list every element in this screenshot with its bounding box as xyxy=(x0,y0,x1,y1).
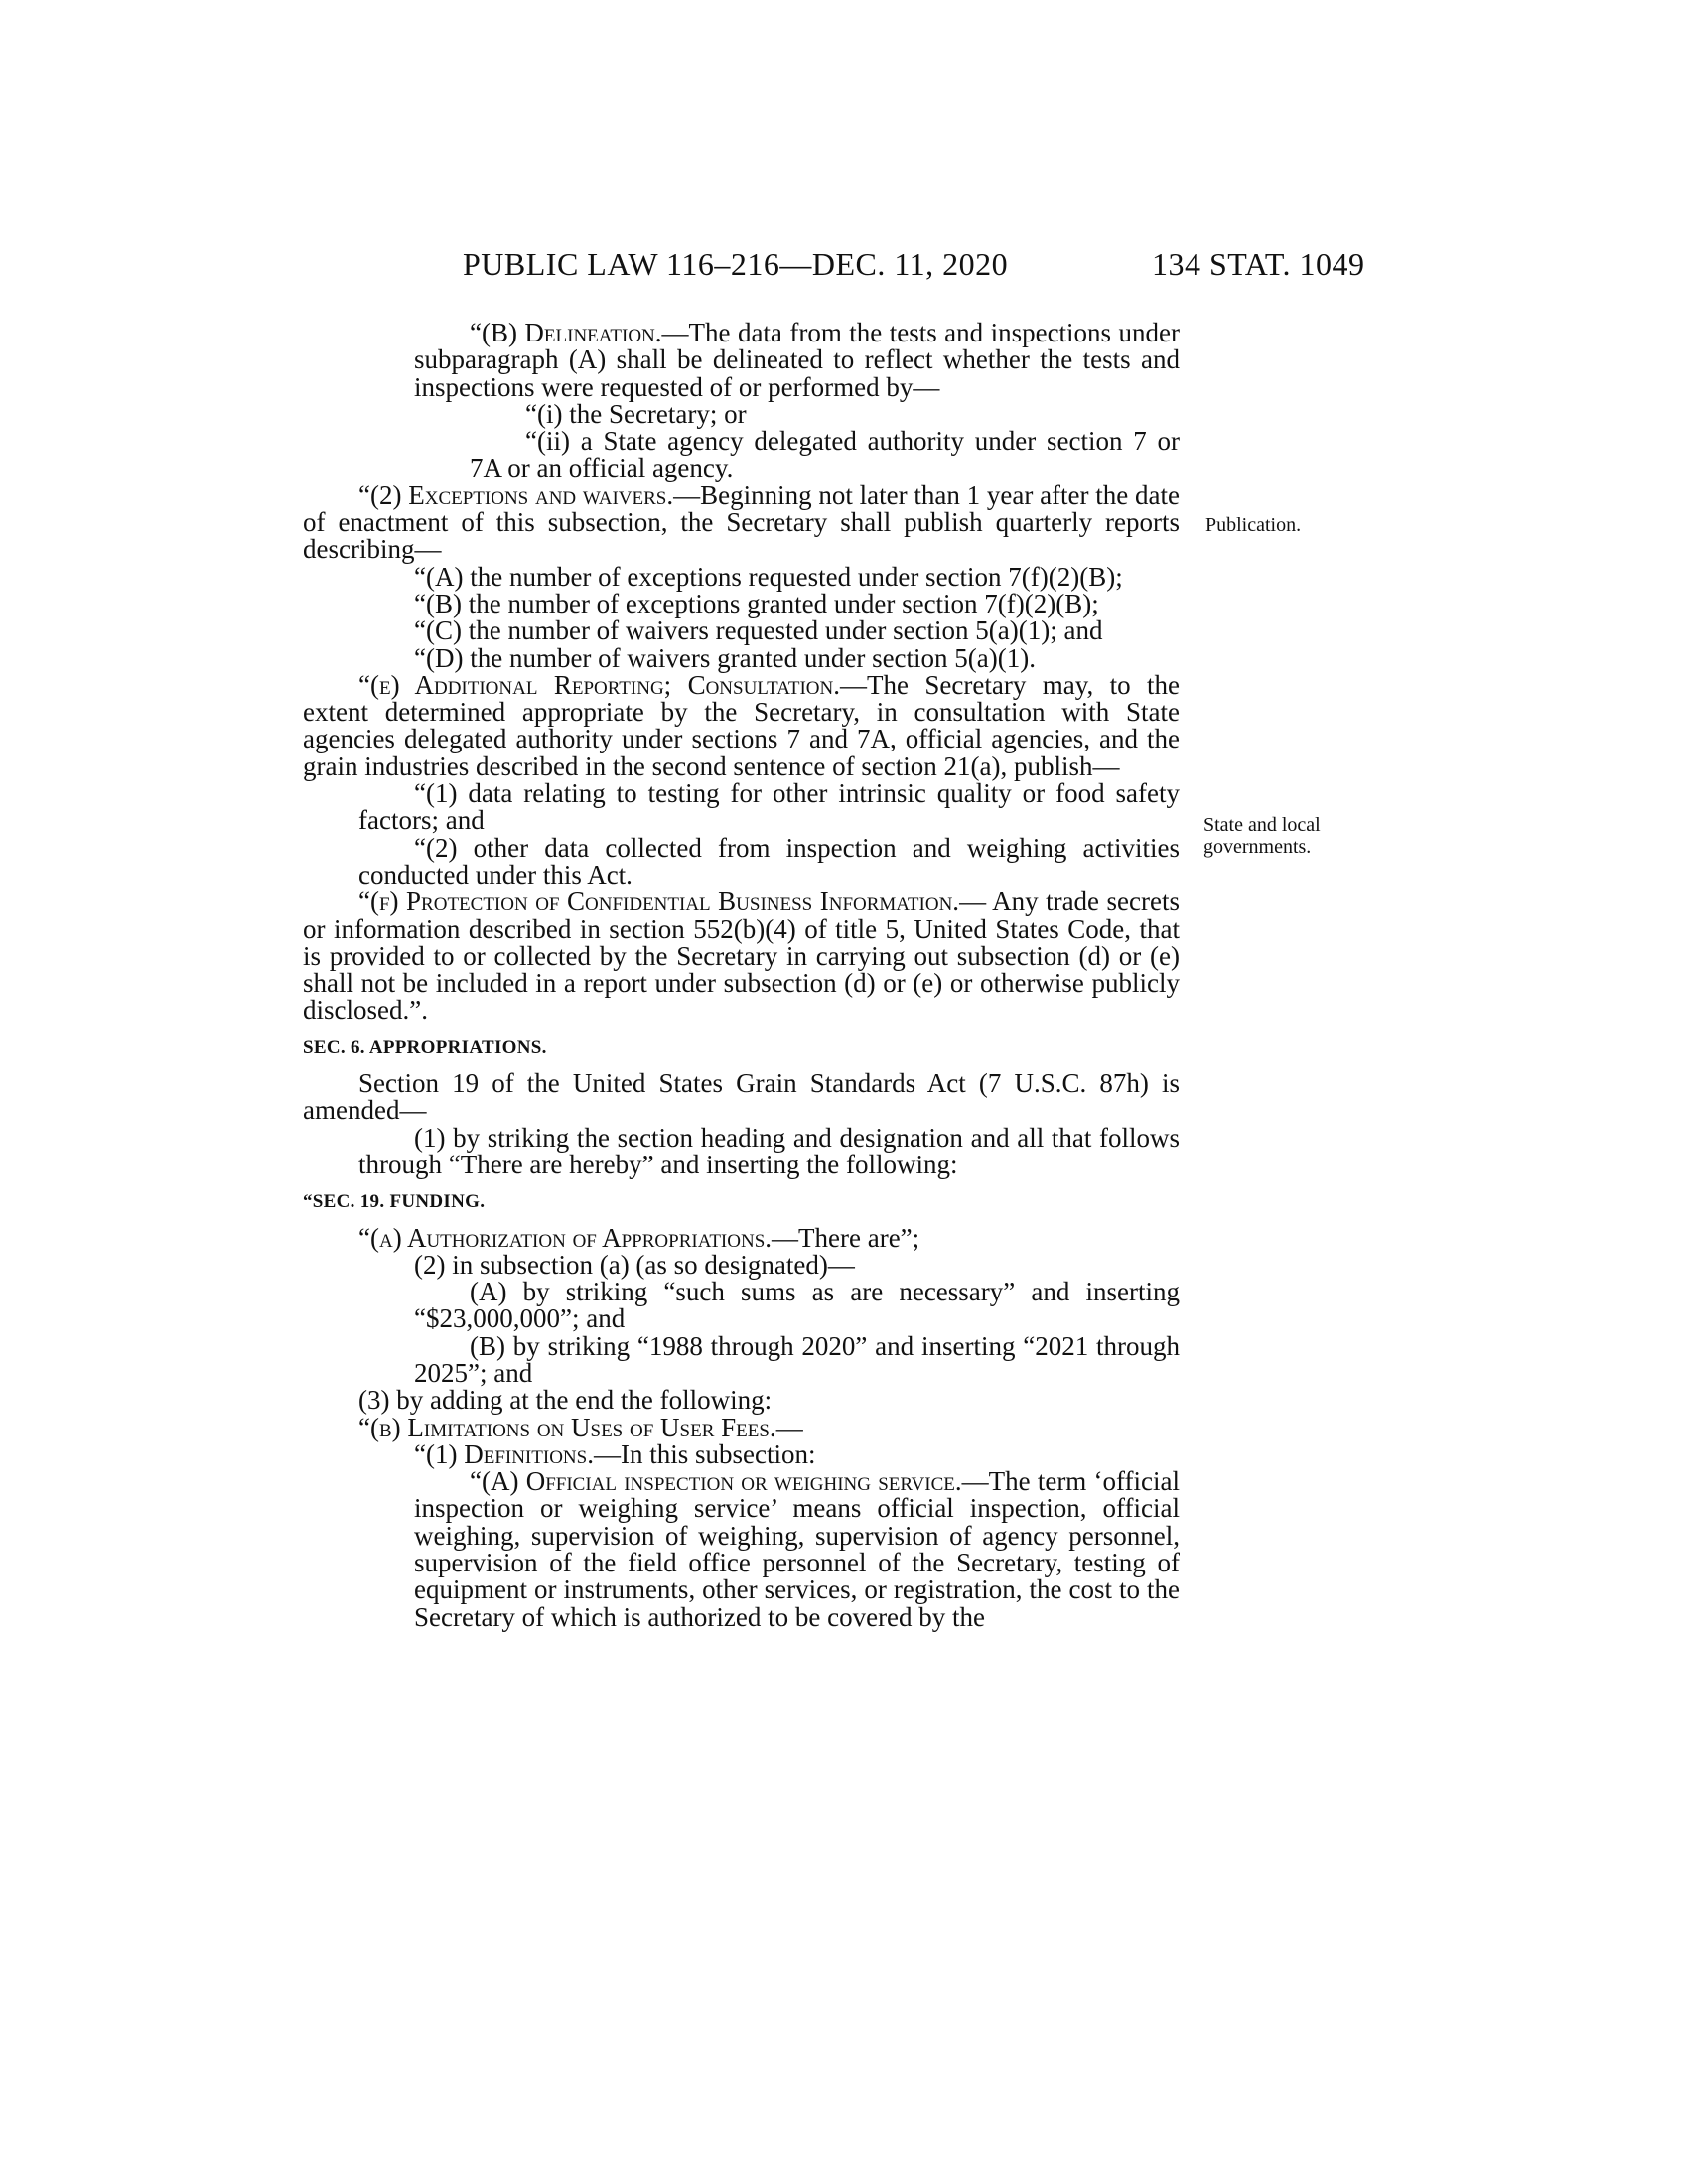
amendment-2-b: (B) by striking “1988 through 2020” and inserting “2021 through 2025”; and xyxy=(414,1330,1180,1388)
section-19-heading: “SEC. 19. FUNDING. xyxy=(303,1191,486,1213)
paragraph-b-delineation: “(B) Delineation.—The data from the tests and inspections under subparagraph (A) shall be delineated to reflect whether the tests and inspections were requested of or performed by— xyxy=(414,318,1180,402)
amendment-3: (3) by adding at the end the following: xyxy=(358,1385,773,1416)
margin-note-line-1: State and local xyxy=(1203,814,1321,836)
subparagraph-a: “(A) the number of exceptions requested under section 7(f)(2)(B); xyxy=(414,561,1123,592)
paragraph-2-exceptions: “(2) Exceptions and waivers.—Beginning not later than 1 year after the date of enactment of this subsection, the Secretary shall publish quarterly reports describing— xyxy=(303,479,1180,565)
paragraph-1-definitions: “(1) Definitions.—In this subsection: xyxy=(414,1438,816,1469)
margin-note-publication: Publication. xyxy=(1205,514,1302,536)
item-1-data-testing: “(1) data relating to testing for other intrinsic quality or food safety factors; and xyxy=(358,778,1180,836)
clause-ii: “(ii) a State agency delegated authority under section 7 or 7A or an official agency. xyxy=(470,426,1180,483)
subparagraph-c: “(C) the number of waivers requested under section 5(a)(1); and xyxy=(414,615,1103,646)
subsection-f-protection: “(f) Protection of Confidential Business Information.— Any trade secrets or information described in section 552(b)(4) of title 5, United States Code, that is provided to or collected by the Secretary in carrying out subsection (d) or (e) shall not be included in a report under subsection (d) or (e) or otherwise publicly disclosed.”. xyxy=(303,887,1180,1025)
subsection-e-additional-reporting: “(e) Additional Reporting; Consultation.—The Secretary may, to the extent determined appropriate by the Secretary, in consultation with State agencies delegated authority under sections 7 and 7A, official agencies, and the grain industries described in the second sentence of section 21(a), publish— xyxy=(303,669,1180,781)
section-6-intro: Section 19 of the United States Grain Standards Act (7 U.S.C. 87h) is amended— xyxy=(303,1068,1180,1126)
running-header-stat-page: 134 STAT. 1049 xyxy=(1152,246,1365,282)
amendment-1: (1) by striking the section heading and designation and all that follows through “There are hereby” and inserting the following: xyxy=(358,1122,1180,1179)
subparagraph-b: “(B) the number of exceptions granted under section 7(f)(2)(B); xyxy=(414,588,1099,618)
subsection-b-limitations: “(b) Limitations on Uses of User Fees.— xyxy=(358,1412,803,1442)
definition-a-official-service: “(A) Official inspection or weighing service.—The term ‘official inspection or weighing service’ means official inspection, official weighing, supervision of weighing, supervision of agency personnel, supervision of the field office personnel of the Secretary, testing of equipment or instruments, other services, or registration, the cost to the Secretary of which is authorized to be covered by the xyxy=(414,1466,1180,1632)
amendment-2-a: (A) by striking “such sums as are necessary” and inserting “$23,000,000”; and xyxy=(414,1277,1180,1334)
running-header-title: PUBLIC LAW 116–216—DEC. 11, 2020 xyxy=(463,246,1009,282)
margin-note-line-2: governments. xyxy=(1203,836,1312,858)
section-6-heading: SEC. 6. APPROPRIATIONS. xyxy=(303,1036,547,1058)
subparagraph-d: “(D) the number of waivers granted under section 5(a)(1). xyxy=(414,642,1036,673)
margin-note-state-local xyxy=(1203,814,1321,858)
statute-body xyxy=(303,320,1180,1631)
amendment-2: (2) in subsection (a) (as so designated)— xyxy=(414,1249,855,1280)
subsection-a-authorization: “(a) Authorization of Appropriations.—There are”; xyxy=(358,1222,920,1253)
clause-i: “(i) the Secretary; or xyxy=(525,398,747,429)
item-2-other-data: “(2) other data collected from inspection and weighing activities conducted under this Act. xyxy=(358,832,1180,889)
